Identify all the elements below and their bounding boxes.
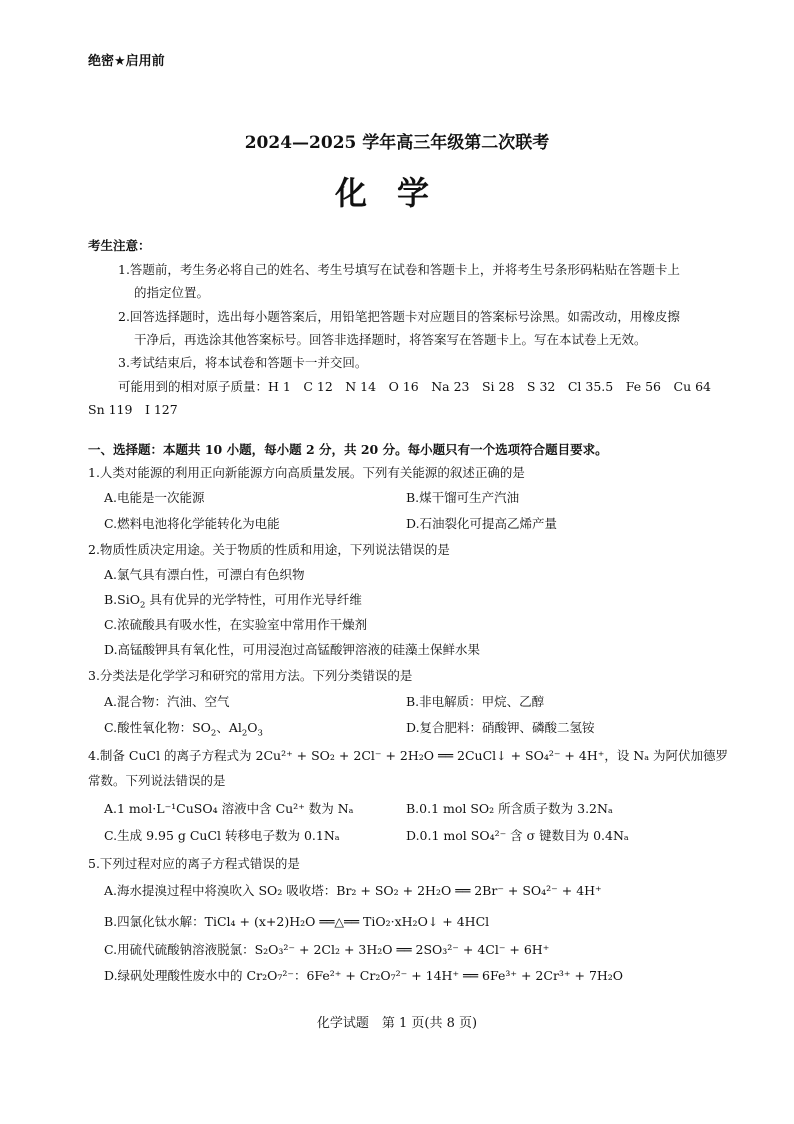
notice-item-1-line-2: 的指定位置。 xyxy=(134,285,210,300)
q3-stem: 3.分类法是化学学习和研究的常用方法。下列分类错误的是 xyxy=(88,668,413,683)
exam-title: 2024—2025 学年高三年级第二次联考 xyxy=(244,133,550,153)
notice-item-2-line-2: 干净后，再选涂其他答案标号。回答非选择题时，将答案写在答题卡上。写在本试卷上无效。 xyxy=(134,332,647,347)
q5-option-d: D.绿矾处理酸性废水中的 Cr₂O₇²⁻：6Fe²⁺ + Cr₂O₇²⁻ + 14H⁺ ══ 6Fe³⁺ + 2Cr³⁺ + 7H₂O xyxy=(104,968,624,983)
q1-option-c: C.燃料电池将化学能转化为电能 xyxy=(104,516,280,531)
q2-option-a: A.氯气具有漂白性，可漂白有色织物 xyxy=(104,567,305,582)
q3-option-a: A.混合物：汽油、空气 xyxy=(104,694,230,709)
q1-option-d: D.石油裂化可提高乙烯产量 xyxy=(406,516,558,531)
section-1-header: 一、选择题：本题共 10 小题，每小题 2 分，共 20 分。每小题只有一个选项符合题目要求。 xyxy=(88,442,608,457)
page-footer: 化学试题 第 1 页(共 8 页) xyxy=(316,1016,478,1031)
q1-option-a: A.电能是一次能源 xyxy=(104,490,205,505)
atomic-masses-line-2: Sn 119 I 127 xyxy=(88,402,178,417)
q4-option-d: D.0.1 mol SO₄²⁻ 含 σ 键数目为 0.4Nₐ xyxy=(406,828,629,843)
q5-option-c: C.用硫代硫酸钠溶液脱氯：S₂O₃²⁻ + 2Cl₂ + 3H₂O ══ 2SO₃²⁻ + 4Cl⁻ + 6H⁺ xyxy=(104,942,550,957)
q2-option-d: D.高锰酸钾具有氧化性，可用浸泡过高锰酸钾溶液的硅藻土保鲜水果 xyxy=(104,642,481,657)
confidential-label: 绝密★启用前 xyxy=(88,54,165,69)
notice-item-3: 3.考试结束后，将本试卷和答题卡一并交回。 xyxy=(118,355,368,370)
notice-item-1-line-1: 1.答题前，考生务必将自己的姓名、考生号填写在试卷和答题卡上，并将考生号条形码粘贴在答题卡上 xyxy=(118,262,680,277)
notice-item-2-line-1: 2.回答选择题时，选出每小题答案后，用铅笔把答题卡对应题目的答案标号涂黑。如需改动，用橡皮擦 xyxy=(118,309,680,324)
q4-stem-line-1: 4.制备 CuCl 的离子方程式为 2Cu²⁺ + SO₂ + 2Cl⁻ + 2H₂O ══ 2CuCl↓ + SO₄²⁻ + 4H⁺，设 Nₐ 为阿伏加德罗 xyxy=(88,748,729,763)
q5-stem: 5.下列过程对应的离子方程式错误的是 xyxy=(88,856,300,871)
q1-option-b: B.煤干馏可生产汽油 xyxy=(406,490,520,505)
q4-stem-line-2: 常数。下列说法错误的是 xyxy=(88,773,226,788)
q3-option-b: B.非电解质：甲烷、乙醇 xyxy=(406,694,545,709)
notice-title: 考生注意： xyxy=(88,238,151,253)
q5-option-a: A.海水提溴过程中将溴吹入 SO₂ 吸收塔：Br₂ + SO₂ + 2H₂O ══ 2Br⁻ + SO₄²⁻ + 4H⁺ xyxy=(104,883,602,898)
q3-option-d: D.复合肥料：硝酸钾、磷酸二氢铵 xyxy=(406,720,595,735)
q2-option-b: B.SiO$_2$ 具有优异的光学特性，可用作光导纤维 xyxy=(104,592,362,611)
subject-title: 化学 xyxy=(334,174,459,212)
q2-stem: 2.物质性质决定用途。关于物质的性质和用途，下列说法错误的是 xyxy=(88,542,450,557)
q1-stem: 1.人类对能源的利用正向新能源方向高质量发展。下列有关能源的叙述正确的是 xyxy=(88,465,525,480)
atomic-masses-line-1: 可能用到的相对原子质量：H 1 C 12 N 14 O 16 Na 23 Si 28 S 32 Cl 35.5 Fe 56 Cu 64 xyxy=(118,379,711,394)
q4-option-c: C.生成 9.95 g CuCl 转移电子数为 0.1Nₐ xyxy=(104,828,340,843)
q4-option-a: A.1 mol·L⁻¹CuSO₄ 溶液中含 Cu²⁺ 数为 Nₐ xyxy=(104,801,354,816)
q3-option-c: C.酸性氧化物：$SO_2$、$Al_2O_3$ xyxy=(104,720,263,739)
q4-option-b: B.0.1 mol SO₂ 所含质子数为 3.2Nₐ xyxy=(406,801,613,816)
q5-option-b: B.四氯化钛水解：TiCl₄ + (x+2)H₂O ══△══ TiO₂·xH₂O↓ + 4HCl xyxy=(104,914,490,929)
q2-option-c: C.浓硫酸具有吸水性，在实验室中常用作干燥剂 xyxy=(104,617,368,632)
